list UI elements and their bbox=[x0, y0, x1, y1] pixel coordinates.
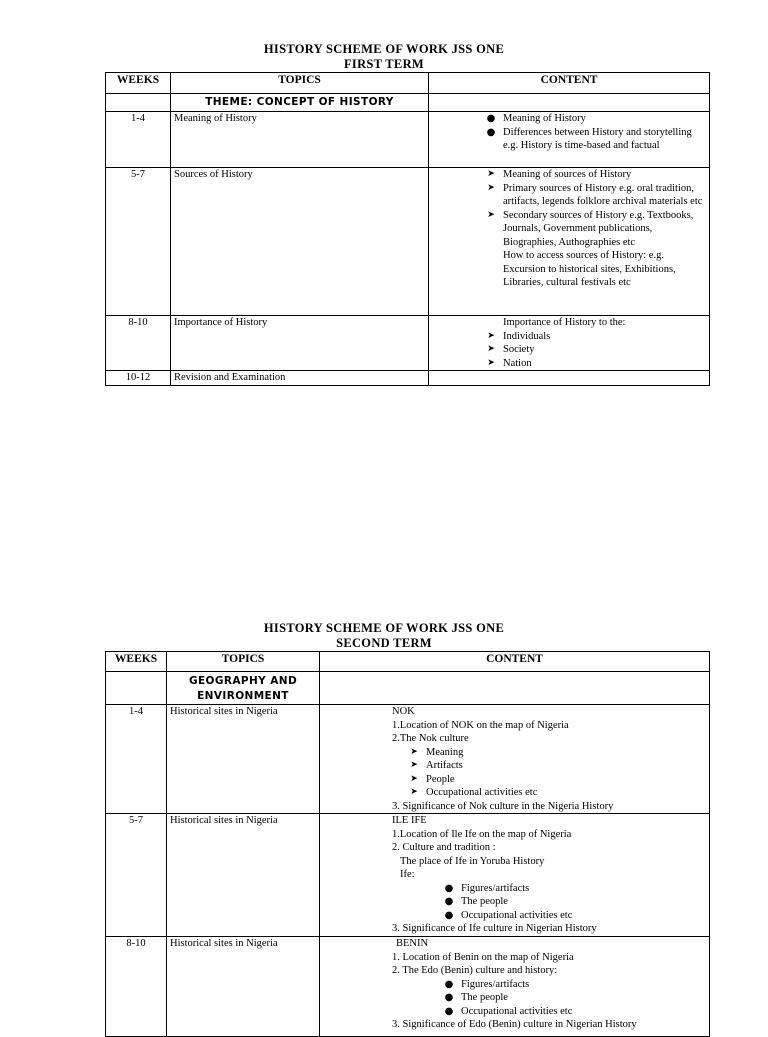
list-item: ➤ Meaning bbox=[426, 746, 706, 760]
bullet-icon: ● bbox=[444, 909, 454, 921]
list-item: ● Occupational activities etc bbox=[444, 1005, 573, 1017]
arrow-bullet-icon: ➤ bbox=[410, 760, 418, 770]
list-item: ➤ Meaning of sources of History bbox=[503, 168, 706, 182]
term-title: FIRST TERM bbox=[344, 57, 424, 71]
bullet-icon: ● bbox=[444, 978, 454, 990]
week-cell: 5-7 bbox=[106, 168, 171, 316]
arrow-bullet-icon: ➤ bbox=[410, 746, 418, 757]
table-header-row bbox=[106, 73, 710, 94]
second-term-table bbox=[105, 651, 710, 1037]
arrow-bullet-icon: ➤ bbox=[410, 773, 418, 784]
first-term-title bbox=[0, 42, 768, 72]
table-row bbox=[106, 168, 710, 316]
list-item: ● Meaning of History bbox=[486, 113, 586, 124]
arrow-bullet-icon: ➤ bbox=[487, 169, 495, 179]
content-cell: NOK 1.Location of NOK on the map of Nigeria 2.The Nok culture ➤ Meaning ➤ Artifacts ➤ People ➤ Occupational activities etc 3. Significance of Nok culture in the Nigeria History bbox=[320, 705, 710, 814]
topic-cell: Historical sites in Nigeria bbox=[167, 814, 320, 937]
content-cell: BENIN 1. Location of Benin on the map of Nigeria 2. The Edo (Benin) culture and history: ● Figures/artifacts ● The people ● Occupational activities etc 3. Significance of Edo (Benin) culture in Nigerian History bbox=[320, 937, 710, 1037]
list-item: ● Figures/artifacts bbox=[444, 978, 530, 990]
topic-cell: Historical sites in Nigeria bbox=[167, 937, 320, 1037]
list-item: ➤ People bbox=[426, 773, 706, 787]
arrow-bullet-icon: ➤ bbox=[487, 182, 495, 193]
table-row bbox=[106, 112, 710, 168]
list-item: ➤ Nation bbox=[503, 357, 706, 371]
arrow-bullet-icon: ➤ bbox=[410, 787, 418, 797]
theme-label: GEOGRAPHY AND ENVIRONMENT bbox=[188, 675, 298, 702]
header-weeks: WEEKS bbox=[106, 73, 171, 94]
content-cell bbox=[429, 112, 710, 168]
week-cell: 1-4 bbox=[106, 705, 167, 814]
document-title: HISTORY SCHEME OF WORK JSS ONE bbox=[263, 621, 505, 635]
topic-cell: Sources of History bbox=[171, 168, 429, 316]
table-row bbox=[106, 705, 710, 814]
content-cell: ILE IFE 1.Location of Ile Ife on the map of Nigeria 2. Culture and tradition : The place of Ife in Yoruba History Ife: ● Figures/artifacts ● The people ● Occupational activities etc 3. Significance of Ife culture in Nigerian History bbox=[320, 814, 710, 937]
bullet-icon: ● bbox=[444, 896, 454, 907]
list-item: ➤ Artifacts bbox=[426, 759, 706, 773]
week-cell: 1-4 bbox=[106, 112, 171, 168]
topic-cell: Historical sites in Nigeria bbox=[167, 705, 320, 814]
theme-row bbox=[106, 94, 710, 112]
first-term-table bbox=[105, 72, 710, 386]
header-content: CONTENT bbox=[320, 652, 710, 672]
list-item: ● The people bbox=[444, 992, 508, 1003]
theme-row bbox=[106, 672, 710, 705]
table-row bbox=[106, 937, 710, 1037]
arrow-bullet-icon: ➤ bbox=[487, 357, 495, 368]
bullet-icon: ● bbox=[444, 882, 454, 894]
bullet-icon: ● bbox=[444, 1005, 454, 1017]
list-item: ● Differences between History and storytelling e.g. History is time-based and factual bbox=[486, 126, 692, 151]
header-content: CONTENT bbox=[429, 73, 710, 94]
list-item-plain: How to access sources of History: e.g. Excursion to historical sites, Exhibitions, Libraries, cultural festivals etc bbox=[503, 250, 676, 288]
table-row bbox=[106, 371, 710, 386]
content-cell: Importance of History to the: ➤ Individuals ➤ Society ➤ Nation bbox=[429, 316, 710, 371]
topic-cell: Importance of History bbox=[171, 316, 429, 371]
list-item: ➤ Individuals bbox=[503, 330, 706, 344]
term-title: SECOND TERM bbox=[336, 636, 432, 650]
week-cell: 8-10 bbox=[106, 937, 167, 1037]
theme-label: THEME: CONCEPT OF HISTORY bbox=[205, 96, 394, 108]
list-item: ● Figures/artifacts bbox=[444, 882, 530, 894]
bullet-icon: ● bbox=[486, 126, 496, 138]
topic-cell: Meaning of History bbox=[171, 112, 429, 168]
list-item: ➤ Society bbox=[503, 343, 706, 357]
week-cell: 5-7 bbox=[106, 814, 167, 937]
list-item: ➤ Primary sources of History e.g. oral tradition, artifacts, legends folklore archival materials etc bbox=[503, 182, 706, 209]
table-header-row bbox=[106, 652, 710, 672]
arrow-bullet-icon: ➤ bbox=[487, 330, 495, 341]
list-item: ➤ Secondary sources of History e.g. Textbooks, Journals, Government publications, Biographies, Authographies etc bbox=[503, 209, 706, 250]
bullet-icon: ● bbox=[486, 113, 496, 124]
list-item: ● Occupational activities etc bbox=[444, 909, 573, 921]
topic-cell: Revision and Examination bbox=[171, 371, 429, 386]
second-term-title bbox=[0, 621, 768, 651]
header-weeks: WEEKS bbox=[106, 652, 167, 672]
bullet-icon: ● bbox=[444, 992, 454, 1003]
week-cell: 8-10 bbox=[106, 316, 171, 371]
content-cell bbox=[429, 168, 710, 316]
list-item: ➤ Occupational activities etc bbox=[426, 786, 706, 800]
header-topics: TOPICS bbox=[171, 73, 429, 94]
header-topics: TOPICS bbox=[167, 652, 320, 672]
table-row bbox=[106, 814, 710, 937]
arrow-bullet-icon: ➤ bbox=[487, 344, 495, 354]
document-title: HISTORY SCHEME OF WORK JSS ONE bbox=[263, 42, 505, 56]
arrow-bullet-icon: ➤ bbox=[487, 209, 495, 220]
table-row bbox=[106, 316, 710, 371]
week-cell: 10-12 bbox=[106, 371, 171, 386]
list-item: ● The people bbox=[444, 896, 508, 907]
